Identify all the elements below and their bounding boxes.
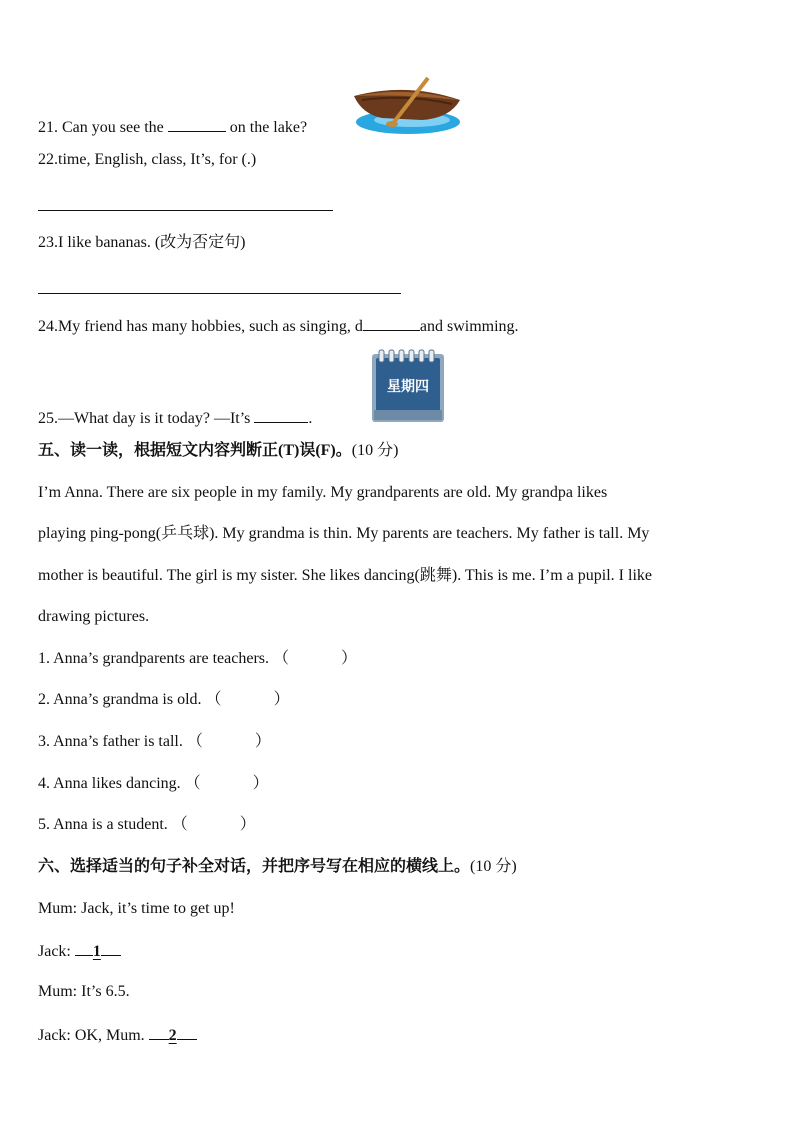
blank-pad (177, 1024, 197, 1040)
dialogue-line (38, 1024, 197, 1046)
passage-line: playing ping-pong(乒乓球). My grandma is thin. My parents are teachers. My father is tall. My (38, 525, 650, 542)
paren-open: （ (184, 775, 201, 792)
paren-open: （ (205, 691, 222, 708)
question-text: on the lake? (225, 119, 308, 136)
question-number: 21 (38, 119, 54, 136)
paren-close: ） (252, 775, 269, 792)
item-text: 5. Anna is a student. (38, 816, 172, 833)
judge-item-3 (38, 732, 271, 752)
section-5-heading (38, 441, 398, 461)
paren-open: （ (186, 733, 203, 750)
section-title: 六、选择适当的句子补全对话，并把序号写在相应的横线上。 (38, 858, 471, 875)
question-text: 25.—What day is it today? —It’s (38, 410, 255, 427)
question-text: 24.My friend has many hobbies, such as singing, d (38, 318, 363, 335)
blank-number[interactable]: 1 (92, 943, 101, 960)
section-title: 五、读一读，根据短文内容判断正(T)误(F)。 (38, 442, 352, 459)
question-text: . (308, 410, 313, 427)
answer-blank[interactable] (363, 316, 420, 331)
calendar-label: 星期四 (387, 379, 429, 395)
dialogue-line (38, 940, 121, 962)
question-text: and swimming. (419, 318, 519, 335)
question-24 (38, 316, 519, 337)
blank-pad (75, 940, 93, 956)
boat-icon (352, 74, 462, 136)
item-text: 2. Anna’s grandma is old. (38, 691, 206, 708)
passage-line: I’m Anna. There are six people in my family. My grandparents are old. My grandpa likes (38, 484, 608, 501)
item-text: 4. Anna likes dancing. (38, 775, 185, 792)
passage-line: drawing pictures. (38, 608, 150, 625)
judge-item-1 (38, 649, 357, 669)
paren-open: （ (171, 816, 188, 833)
section-score: (10 分) (351, 442, 399, 459)
speaker-text: Jack: OK, Mum. (38, 1027, 149, 1044)
blank-pad (101, 940, 121, 956)
answer-blank[interactable] (254, 408, 308, 423)
question-text: . Can you see the (54, 119, 168, 136)
blank-number[interactable]: 2 (168, 1027, 177, 1044)
paren-close: ） (273, 691, 290, 708)
dialogue-line: Mum: Jack, it’s time to get up! (38, 900, 235, 917)
paren-open: （ (273, 650, 290, 667)
judge-item-5 (38, 815, 256, 835)
answer-line[interactable] (38, 293, 401, 294)
calendar-icon (370, 348, 446, 424)
dialogue-line: Mum: It’s 6.5. (38, 983, 130, 1000)
paren-close: ） (239, 816, 256, 833)
question-22: 22.time, English, class, It’s, for (.) (38, 151, 257, 168)
blank-pad (149, 1024, 169, 1040)
judge-item-4 (38, 774, 269, 794)
answer-line[interactable] (38, 210, 333, 211)
question-25 (38, 408, 312, 429)
paren-close: ） (254, 733, 271, 750)
section-score: (10 分) (470, 858, 517, 875)
item-text: 1. Anna’s grandparents are teachers. (38, 650, 274, 667)
section-6-heading (38, 857, 517, 877)
question-23: 23.I like bananas. (改为否定句) (38, 234, 246, 251)
answer-blank[interactable] (168, 117, 226, 132)
paren-close: ） (341, 650, 358, 667)
question-21 (38, 117, 307, 138)
item-text: 3. Anna’s father is tall. (38, 733, 187, 750)
passage-line: mother is beautiful. The girl is my sister. She likes dancing(跳舞). This is me. I’m a pupil. I like (38, 567, 652, 584)
judge-item-2 (38, 690, 290, 710)
speaker-text: Jack: (38, 943, 75, 960)
